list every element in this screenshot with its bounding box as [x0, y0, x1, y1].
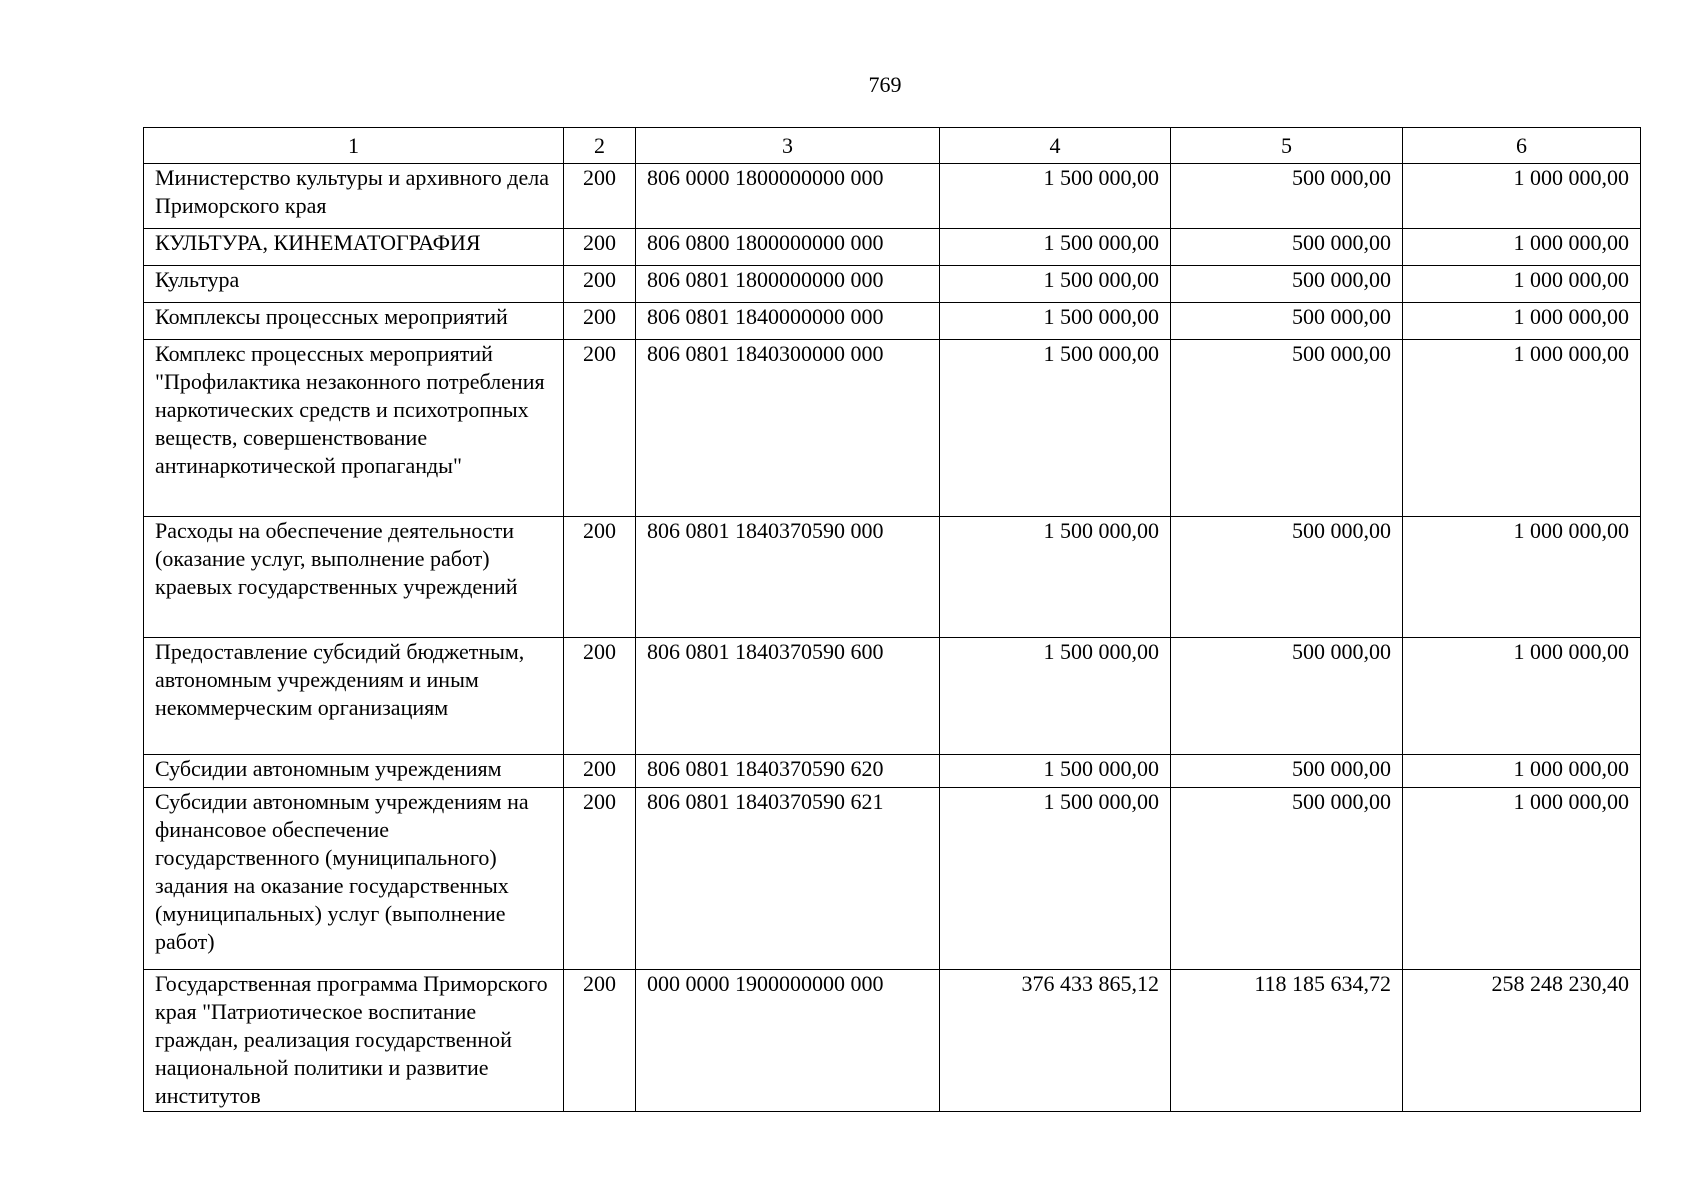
- table-row: [144, 164, 1641, 229]
- row-section-cell: 200: [564, 970, 636, 1112]
- column-header: 2: [564, 128, 636, 164]
- budget-table: [143, 127, 1641, 1112]
- column-header: 5: [1171, 128, 1403, 164]
- row-section-cell: 200: [564, 340, 636, 517]
- table-row: [144, 266, 1641, 303]
- row-section-cell: 200: [564, 229, 636, 266]
- row-name-cell: Субсидии автономным учреждениям на финансовое обеспечение государственного (муниципального) задания на оказание государственных (муниципальных) услуг (выполнение работ): [144, 788, 564, 970]
- table-row: [144, 970, 1641, 1112]
- row-value-col4: 1 500 000,00: [940, 788, 1171, 970]
- row-value-col5: 500 000,00: [1171, 266, 1403, 303]
- table-row: [144, 517, 1641, 638]
- row-value-col6: 1 000 000,00: [1403, 517, 1641, 638]
- row-value-col5: 500 000,00: [1171, 788, 1403, 970]
- row-name-cell: Предоставление субсидий бюджетным, автономным учреждениям и иным некоммерческим организациям: [144, 638, 564, 755]
- row-code-cell: 806 0801 1840370590 000: [636, 517, 940, 638]
- row-section-cell: 200: [564, 303, 636, 340]
- row-code-cell: 806 0801 1840000000 000: [636, 303, 940, 340]
- row-value-col6: 1 000 000,00: [1403, 229, 1641, 266]
- row-value-col5: 118 185 634,72: [1171, 970, 1403, 1112]
- row-name-cell: Комплексы процессных мероприятий: [144, 303, 564, 340]
- row-value-col4: 1 500 000,00: [940, 517, 1171, 638]
- row-value-col5: 500 000,00: [1171, 638, 1403, 755]
- row-code-cell: 000 0000 1900000000 000: [636, 970, 940, 1112]
- row-value-col4: 1 500 000,00: [940, 229, 1171, 266]
- row-value-col4: 1 500 000,00: [940, 638, 1171, 755]
- row-value-col5: 500 000,00: [1171, 164, 1403, 229]
- row-code-cell: 806 0801 1840370590 600: [636, 638, 940, 755]
- column-header: 1: [144, 128, 564, 164]
- row-code-cell: 806 0800 1800000000 000: [636, 229, 940, 266]
- row-name-cell: Культура: [144, 266, 564, 303]
- row-value-col4: 1 500 000,00: [940, 164, 1171, 229]
- row-value-col6: 1 000 000,00: [1403, 340, 1641, 517]
- row-value-col6: 1 000 000,00: [1403, 164, 1641, 229]
- row-name-cell: Комплекс процессных мероприятий "Профилактика незаконного потребления наркотических средств и психотропных веществ, совершенствование антинаркотической пропаганды": [144, 340, 564, 517]
- row-value-col4: 1 500 000,00: [940, 755, 1171, 788]
- row-value-col4: 376 433 865,12: [940, 970, 1171, 1112]
- table-row: [144, 755, 1641, 788]
- row-section-cell: 200: [564, 638, 636, 755]
- row-value-col4: 1 500 000,00: [940, 340, 1171, 517]
- row-name-cell: Субсидии автономным учреждениям: [144, 755, 564, 788]
- row-name-cell: КУЛЬТУРА, КИНЕМАТОГРАФИЯ: [144, 229, 564, 266]
- row-code-cell: 806 0000 1800000000 000: [636, 164, 940, 229]
- row-value-col6: 1 000 000,00: [1403, 303, 1641, 340]
- row-value-col5: 500 000,00: [1171, 517, 1403, 638]
- row-code-cell: 806 0801 1840370590 620: [636, 755, 940, 788]
- table-row: [144, 340, 1641, 517]
- table-row: [144, 303, 1641, 340]
- row-name-cell: Государственная программа Приморского края "Патриотическое воспитание граждан, реализация государственной национальной политики и развитие институтов: [144, 970, 564, 1112]
- row-value-col5: 500 000,00: [1171, 303, 1403, 340]
- row-value-col5: 500 000,00: [1171, 229, 1403, 266]
- row-value-col6: 1 000 000,00: [1403, 755, 1641, 788]
- row-value-col6: 1 000 000,00: [1403, 788, 1641, 970]
- row-section-cell: 200: [564, 755, 636, 788]
- table-row: [144, 229, 1641, 266]
- row-name-cell: Расходы на обеспечение деятельности (оказание услуг, выполнение работ) краевых государственных учреждений: [144, 517, 564, 638]
- table-header-row: [144, 128, 1641, 164]
- row-value-col6: 1 000 000,00: [1403, 266, 1641, 303]
- row-value-col5: 500 000,00: [1171, 340, 1403, 517]
- column-header: 4: [940, 128, 1171, 164]
- row-value-col5: 500 000,00: [1171, 755, 1403, 788]
- row-section-cell: 200: [564, 164, 636, 229]
- row-code-cell: 806 0801 1840370590 621: [636, 788, 940, 970]
- row-value-col6: 1 000 000,00: [1403, 638, 1641, 755]
- row-section-cell: 200: [564, 788, 636, 970]
- table-row: [144, 788, 1641, 970]
- row-code-cell: 806 0801 1840300000 000: [636, 340, 940, 517]
- table-row: [144, 638, 1641, 755]
- column-header: 6: [1403, 128, 1641, 164]
- row-section-cell: 200: [564, 266, 636, 303]
- row-value-col4: 1 500 000,00: [940, 266, 1171, 303]
- row-code-cell: 806 0801 1800000000 000: [636, 266, 940, 303]
- column-header: 3: [636, 128, 940, 164]
- row-value-col6: 258 248 230,40: [1403, 970, 1641, 1112]
- row-value-col4: 1 500 000,00: [940, 303, 1171, 340]
- row-section-cell: 200: [564, 517, 636, 638]
- page-number: 769: [868, 72, 902, 97]
- row-name-cell: Министерство культуры и архивного дела Приморского края: [144, 164, 564, 229]
